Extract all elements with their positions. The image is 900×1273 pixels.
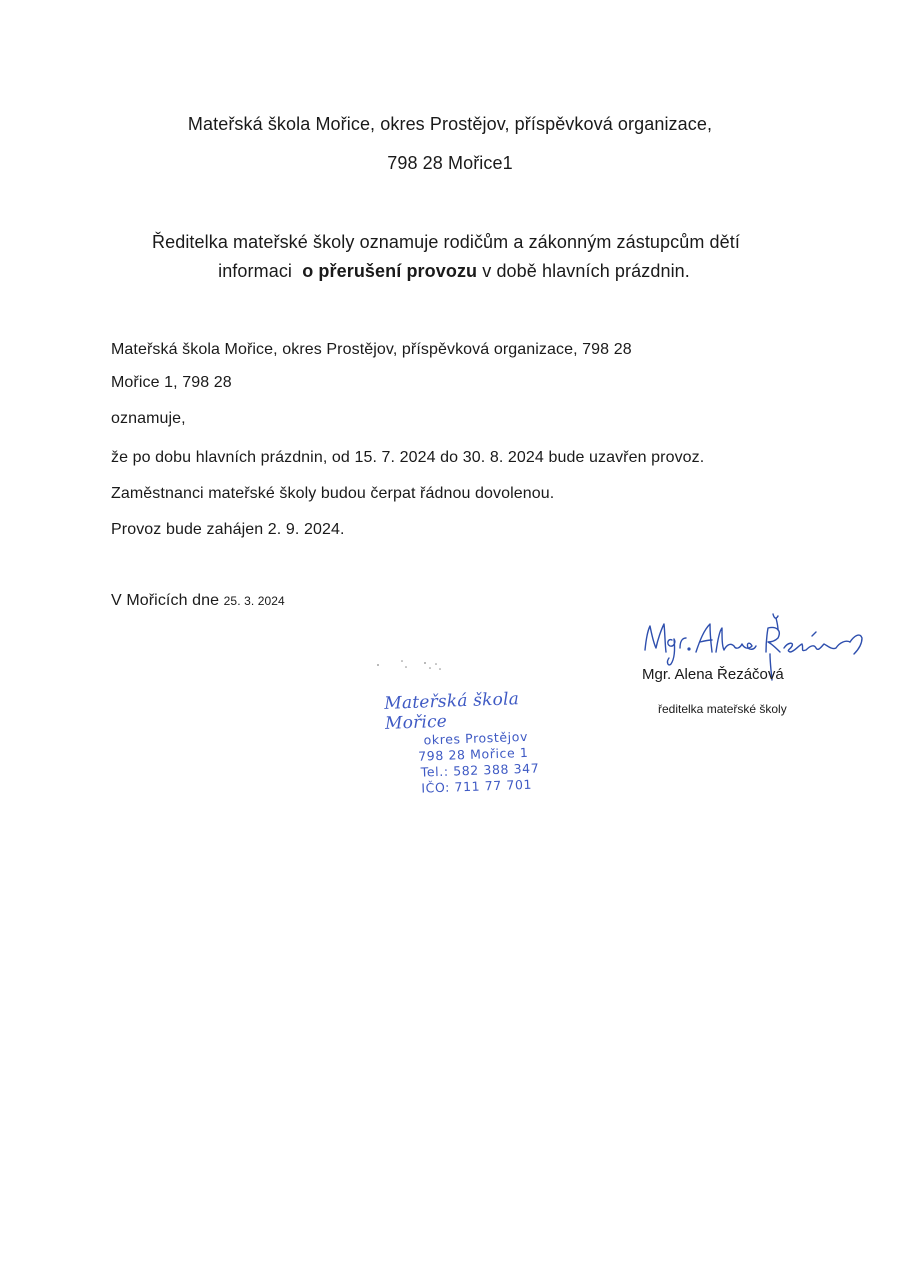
stamp-line-ico: IČO: 711 77 701 <box>421 776 533 796</box>
stamp-specks <box>370 655 460 675</box>
announcement-suffix: v době hlavních prázdnin. <box>477 261 690 281</box>
body-organization: Mateřská škola Mořice, okres Prostějov, příspěvková organizace, 798 28 <box>111 341 632 358</box>
header-address: 798 28 Mořice1 <box>387 153 513 173</box>
signatory-name: Mgr. Alena Řezáčová <box>642 666 784 683</box>
place-date-value: 25. 3. 2024 <box>223 594 285 608</box>
header-organization: Mateřská škola Mořice, okres Prostějov, příspěvková organizace, <box>187 114 713 134</box>
place-date-prefix: V Mořicích dne <box>111 592 224 609</box>
place-date <box>111 592 285 610</box>
announcement-bold: o přerušení provozu <box>302 261 478 281</box>
body-reopening: Provoz bude zahájen 2. 9. 2024. <box>111 521 345 538</box>
stamp-line-address: 798 28 Mořice 1 <box>417 744 529 764</box>
announcement-prefix: informaci <box>218 261 303 281</box>
body-address: Mořice 1, 798 28 <box>111 374 232 391</box>
announcement-line-1: Ředitelka mateřské školy oznamuje rodičům a zákonným zástupcům dětí <box>152 232 740 252</box>
stamp-title: Mateřská škola Mořice <box>383 689 520 734</box>
body-staff-vacation: Zaměstnanci mateřské školy budou čerpat řádnou dovolenou. <box>111 485 555 502</box>
body-closure-period: že po dobu hlavních prázdnin, od 15. 7. 2024 do 30. 8. 2024 bude uzavřen provoz. <box>111 449 705 466</box>
school-stamp <box>380 687 584 798</box>
stamp-line-district: okres Prostějov <box>423 728 529 748</box>
body-announces: oznamuje, <box>111 410 186 427</box>
stamp-line-phone: Tel.: 582 388 347 <box>420 760 540 780</box>
announcement-line-2 <box>4 261 900 282</box>
signatory-title: ředitelka mateřské školy <box>658 702 787 716</box>
